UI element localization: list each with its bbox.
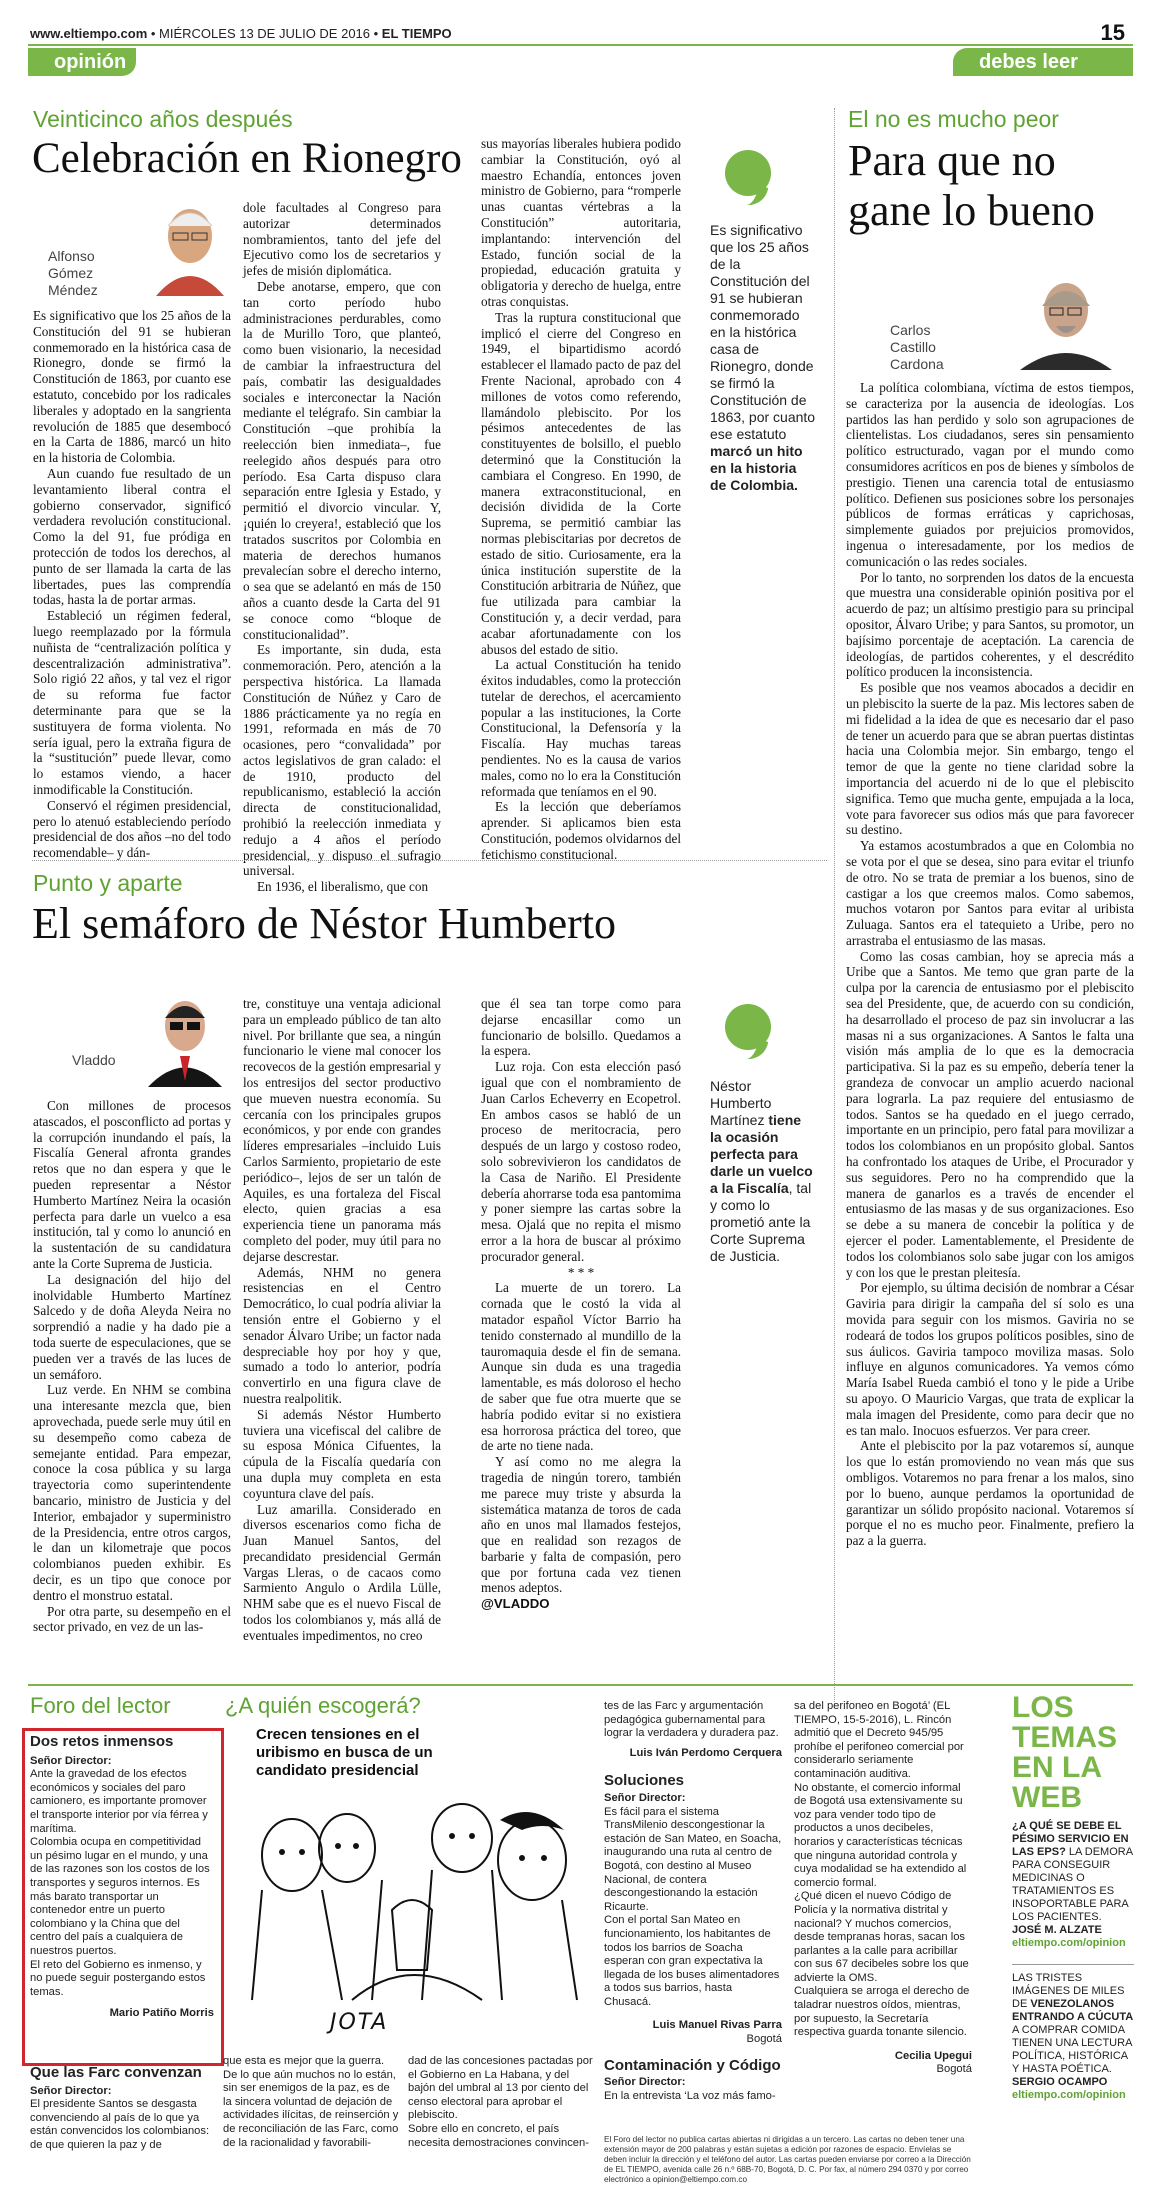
paragraph: Es fácil para el sistema TransMilenio descongestionar la estación de San Mateo, en Soacha, inaugurando una ruta al centro de Bogotá, con destino al Museo Nacional, de contera descongestionando la estación Ricaurte.: [604, 1805, 782, 1913]
temas-item-author: JOSÉ M. ALZATE: [1012, 1924, 1102, 1936]
paragraph: Es importante, sin duda, esta conmemoración. Pero, atención a la perspectiva histórica. La llamada Constitución de Núñez y Caro de 1886 prácticamente ya no regía en 1991, reformada en más de 70 ocasiones, pero “convalidada” por actos legislativos de gran calado: el de 1910, producto del republicanismo, estableció la acción directa de constitucionalidad, prohibió la reelección inmediata y redujo a 4 años el período presidencial, y dispuso el sufragio universal.: [243, 642, 441, 879]
paragraph: Con millones de procesos atascados, el posconflicto ad portas y la corrupción inundando el país, la Fiscalía General afronta grandes retos que no dan espera y que le pueden representar a Néstor Humberto Martínez Neira la ocasión perfecta para darle un vuelco a esa institución, tal y como lo anunció en la sustentación de su candidatura ante la Corte Suprema de Justicia.: [33, 1098, 231, 1271]
article1-author: [48, 248, 98, 299]
paragraph: Ya estamos acostumbrados a que en Colombia no se vota por el que se desea, sino para evitar el triunfo de otro. No se trata de premiar a los buenos, sino de castigar a los que creemos malos. Como sabemos, muchos votaron por Santos para evitar al uribista Zuluaga. Santos era el tatequieto a Uribe, pero no arrastraba el entusiasmo de las masas.: [846, 838, 1134, 948]
temas-item-link[interactable]: eltiempo.com/opinion: [1012, 1937, 1126, 1949]
paragraph: Tras la ruptura constitucional que implicó el cierre del Congreso en 1949, el bipartidismo acordó establecer el llamado pacto de paz del Frente Nacional, aprobado con 4 millones de votos como referendo, llamándolo plebiscito. Por los pésimos antecedentes de las constituyentes de bolsillo, el pueblo determinó que la Constitución la cambiara el Congreso. En 1990, de manera extraconstitucional, en decisión dividida de la Corte Suprema, se permitió cambiar las normas plebiscitarias por decretos de estado de sitio. Curiosamente, era la única institución superstite de la Constitución arbitraria de Núñez, que fue utilizada para cambiar la Constitución y, a decir verdad, para acabar afortunadamente con los abusos del estado de sitio.: [481, 309, 681, 657]
letter1-title: Dos retos inmensos: [30, 1733, 174, 1750]
cartoon-signature: JOTA: [330, 2010, 389, 2035]
paragraph: Debe anotarse, empero, que con tan corto período hubo administraciones perdurables, como la de Murillo Toro, que planteó, como buen visionario, la necesidad de cambiar la infraestructura del país, combatir las desigualdades sociales e interconectar la Nación mediante el telégrafo. Sin cambiar la Constitución –que prohibía la reelección bien inmediata–, fue reelegido años después para otro período. Esa Carta dispuso clara separación entre Iglesia y Estado, y permitió el divorcio vincular. Y, ¡quién lo creyera!, estableció que los tratados suscritos por Colombia en materia de derechos humanos prevalecían sobre el derecho interno, o sea que se adelantó en más de 150 años a cuanto desde la Carta del 91 se conoce como “bloque de constitucionalidad”.: [243, 278, 441, 642]
article3-kicker: Punto y aparte: [33, 870, 183, 896]
letter2: [30, 2066, 220, 2153]
paragraph: sus mayorías liberales hubiera podido cambiar la Constitución, oyó al maestro Echandía, entonces joven ministro de Gobierno, para “romperle unas cuantas vértebras a la Constitución” autoritaria, implantando: intervención del Estado, función social de la propiedad, educación gratuita y obligatoria y derecho de huelga, entre otras conquistas.: [481, 136, 681, 309]
title-line: gane lo bueno: [848, 186, 1095, 235]
paragraph: Aun cuando fue resultado de un levantamiento liberal contra el gobierno conservador, significó verdadera revolución constitucional. Como la del 91, fue pródiga en protección de todos los derechos, al punto de ser llamada la carta de las libertades, pues las comprendía todas, hasta la de portar armas.: [33, 465, 231, 608]
site-url[interactable]: www.eltiempo.com: [30, 26, 148, 41]
quote-mark-icon: [725, 150, 771, 196]
temas-title-line: LOS: [1012, 1691, 1074, 1724]
paragraph: Si además Néstor Humberto tuviera una vicefiscal del calibre de su esposa Mónica Cifuentes, la cúpula de la Fiscalía quedaría con una dupla muy completa en esta coyuntura clave del país.: [243, 1406, 441, 1501]
paragraph: La política colombiana, víctima de estos tiempos, se caracteriza por la ausencia de ideologías. Los partidos las han perdido y solo son agrupaciones de clientelistas. Los ciudadanos, seres sin pensamiento político estructurado, vagan por el mundo como consumidores acríticos en pos de bienes y símbolos de prestigio. Tienen una carencia total de entusiasmo político. Defienen sus posiciones sobre los personajes públicos de formas erráticas y caprichosas, simplemente guiados por prejuicios promovidos, ingenua o interesadamente, por los medios de comunicación o las redes sociales.: [846, 380, 1134, 569]
paragraph: sa del perifoneo en Bogotá’ (EL TIEMPO, 15-5-2016), L. Rincón admitió que el Decreto 945/95 prohíbe el perifoneo comercial por considerarlo seriamente contaminación auditiva.: [794, 1700, 964, 1780]
paragraph: En la entrevista ‘La voz más famo-: [604, 2089, 776, 2102]
paragraph: El presidente Santos se desgasta convenciendo al país de lo que ya están convencidos los colombianos: de que quieren la paz y de: [30, 2098, 210, 2151]
temas-item-text: LAS TRISTES IMÁGENES DE MILES DE: [1012, 1972, 1125, 2010]
temas-item-text: A COMPRAR COMIDA TIENEN UNA LECTURA POLÍTICA, HISTÓRICA Y HASTA POÉTICA.: [1012, 2024, 1132, 2075]
paragraph: Como las cosas cambian, hoy se aprecia más a Uribe que a Santos. Me temo que gran parte de la culpa por la carencia de entusiasmo por el plebiscito sea del Presidente, que, de acuerdo con su condición, ha desarrollado el proceso de paz sin involucrar a las masas ni a sus organizaciones. A Santos le falta una visión más amplia de lo que es la democracia participativa. Si la paz es su empeño, debería tener la grandeza de convocar un amplio acuerdo nacional para lograrla. La paz requiere del entusiasmo de todos. Santos se ha quedado en el juego cerrado, importante en un principio, pero fatal para movilizar a todos los colombianos en un propósito global. Santos ha confrontado los ataques de Uribe, el Procurador y sus seguidores. Pero no ha comprendido que la manera de ganarlos es a través de encender el entusiasmo de las masas y de sus organizaciones. Eso se debe a su manera de concebir la política y de ejercer el poder. Lamentablemente, el Presidente de todos los colombianos solo sabe jugar con los amigos y con los que le prestan pleitesía.: [846, 948, 1134, 1280]
article3-col3: [481, 996, 681, 1612]
letters-column: [604, 1700, 782, 2103]
debes-leer-label: debes leer: [979, 51, 1078, 73]
article1-col1: [33, 308, 231, 861]
author-last: Cardona: [890, 356, 944, 372]
signature-place: Bogotá: [746, 2033, 782, 2046]
paragraph: Por lo tanto, no sorprenden los datos de la encuesta que muestra una considerable opinión positiva por el acuerdo de paz; un altísimo prestigio para su principal opositor, Álvaro Uribe; y para Santos, su promotor, un bajísimo porcentaje de aceptación. La carencia de ideologías, de partidos coherentes, y el descrédito político producen la inconsistencia.: [846, 569, 1134, 680]
paragraph: El reto del Gobierno es inmenso, y no puede seguir postergando estos temas.: [30, 1958, 206, 1998]
article3-col1: [33, 1098, 231, 1635]
column-divider: [834, 108, 835, 1708]
paragraph: Ante el plebiscito por la paz votaremos sí, aunque los que lo están promoviendo no vean más que sus ombligos. Votaremos no para frenar a los malos, sino por lo bueno, aunque perdamos la oportunidad de garantizar un sólido propósito nacional. Votaremos sí porque el no es mucho peor. Finalmente, prefiero la paz a la guerra.: [846, 1438, 1134, 1549]
paragraph: que esta es mejor que la guerra. De lo que aún muchos no lo están, sin ser enemigos de la paz, es de la sincera voluntad de dejación de actividades ilícitas, de reinserción y de reconciliación de las Farc, como de la racionalidad y favorabili-: [223, 2055, 399, 2149]
paragraph: No obstante, el comercio informal de Bogotá usa extensivamente su voz para vender todo tipo de productos a unos decibeles, horarios y características técnicas que ninguna autoridad controla y cuya modalidad se ha extendido al comercio formal.: [794, 1781, 967, 1889]
letter2-continued-2: [408, 2055, 593, 2150]
author-last: Méndez: [48, 282, 98, 298]
author-photo: [1010, 266, 1116, 370]
salutation: Señor Director:: [604, 2076, 686, 2089]
paragraph: Estableció un régimen federal, luego reemplazado por la fórmula nuñista de “centralización política y descentralización administrativa”. Solo rigió 22 años, y tal vez el rigor de su reforma fue factor determinante para que se la sustituyera de forma violenta. No sería igual, pero la extraña figura de la “sustitución” puede llevar, como lo estamos viendo, a hacer inmodificable la Constitución.: [33, 608, 231, 797]
separator: * * *: [567, 1264, 595, 1280]
paragraph: Luz roja. Con esta elección pasó igual que con el nombramiento de Juan Carlos Echeverry en Ecopetrol. En ambos casos se habló de un proceso de meritocracia, pero después de un largo y costoso rodeo, solo sobrevivieron los candidatos de la Casa de Nariño. El Presidente debería ahorrarse toda esa pantomima y poner siempre las cartas sobre la mesa. Ojalá que no repita el mismo error a la hora de buscar al próximo procurador general.: [481, 1059, 681, 1264]
temas-item-text: LA DEMORA PARA CONSEGUIR MEDICINAS O TRATAMIENTOS ES INSOPORTABLE PARA LOS PACIENTES.: [1012, 1846, 1133, 1923]
cartoon-kicker: ¿A quién escogerá?: [225, 1693, 421, 1718]
letter2-title: Que las Farc convenzan: [30, 2064, 202, 2081]
issue-date: • MIÉRCOLES 13 DE JULIO DE 2016 •: [147, 26, 382, 41]
paragraph: Colombia ocupa en competitividad un pésimo lugar en el mundo, y una de las razones son los costos de los transportes y seguros internos. Es más barato transportar un contenedor entre un puerto colombiano y la China que del centro del país a cualquiera de nuestros puertos.: [30, 1836, 210, 1957]
pullquote-text: Es significativo que los 25 años de la Constitución del 91 se hubieran conmemorado en la histórica casa de Rionegro, donde se firmó la Constitución de 1863, por cuanto ese estatuto: [710, 222, 816, 442]
article2-kicker: El no es mucho peor: [848, 106, 1059, 132]
article3-title: El semáforo de Néstor Humberto: [32, 899, 617, 948]
article1-kicker: Veinticinco años después: [33, 106, 293, 132]
temas-title: [1012, 1693, 1137, 1813]
pullquote-text: , tal y como lo prometió ante la Corte Suprema de Justicia.: [710, 1180, 812, 1264]
pullquote-bold: marcó un hito en la historia de Colombia.: [710, 443, 803, 493]
article1-col3: [481, 136, 681, 863]
article2-title: [848, 136, 1095, 236]
temas-item-1[interactable]: [1012, 1820, 1134, 1950]
letter-title: Soluciones: [604, 1772, 685, 1790]
paragraph: Además, NHM no genera resistencias en el Centro Democrático, lo cual podría aliviar la tensión entre el Gobierno y el senador Álvaro Uribe; un factor nada despreciable hoy por hoy y que, sumado a todo lo anterior, podría convertirlo en una figura clave de nuestra realpolitik.: [243, 1264, 441, 1406]
paragraph: Luz amarilla. Considerado en diversos escenarios como ficha de Juan Manuel Santos, del precandidato presidencial Germán Vargas Lleras, o de cacaos como Sarmiento Angulo o Ardila Lülle, NHM sabe que es el nuevo Fiscal de todos los colombianos y, más allá de eventuales impedimentos, no creo: [243, 1501, 441, 1643]
signature: Luis Manuel Rivas Parra: [652, 2019, 782, 2032]
foro-footnote: El Foro del lector no publica cartas abiertas ni dirigidas a un tercero. Las cartas no deben tener una extensión mayor de 200 palabras y están sujetas a edición por razones de espacio. Envíelas se deben incluir la dirección y el teléfono del autor. Las cartas pueden enviarse por correo a la Dirección de EL TIEMPO, avenida calle 26 n.º 68B-70, Bogotá, D. C. Por fax, al número 294 0370 y por correo electrónico a opinion@eltiempo.com.co: [604, 2135, 971, 2184]
paper-name: EL TIEMPO: [381, 26, 452, 41]
author-photo-image: [1010, 266, 1116, 370]
section-divider: [32, 860, 827, 861]
bottom-rule: [28, 1684, 1133, 1686]
letters-column-right: [794, 1700, 972, 2077]
title-line: Para que no: [848, 136, 1056, 185]
author-mid: Castillo: [890, 339, 936, 355]
article1-pullquote: [710, 222, 816, 494]
paragraph: La muerte de un torero. La cornada que le costó la vida al matador español Víctor Barrio ha tenido consternado al mundillo de la tauromaquia desde el fin de semana. Aunque sin duda es una tragedia lamentable, es más doloroso el hecho de saber que fue otra muerte que se habría podido evitar si no existiera esa horrorosa práctica del toreo, que de arte no tiene nada.: [481, 1280, 681, 1454]
article1-title: Celebración en Rionegro: [32, 135, 462, 182]
paragraph: Por otra parte, su desempeño en el sector privado, en vez de un las-: [33, 1603, 231, 1635]
paragraph: tes de las Farc y argumentación pedagógica gubernamental para lograr la verdadera y duradera paz.: [604, 1700, 779, 1740]
paragraph: Por ejemplo, su última decisión de nombrar a César Gaviria para dirigir la campaña del sí solo es una movida para seguir con los mismos. Gaviria no se rodeará de todos los grupos políticos posibles, sino de sus áulicos. Gaviria tampoco moviliza masas. Solo influye en algunos comunicadores. Ya vemos cómo María Isabel Rueda cambió el tono y le pide a Uribe su apoyo. O Mauricio Vargas, que trata de explicar la mala imagen del Presidente, como para decir que no es tan malo. Inocuos esfuerzos. Ver para creer.: [846, 1280, 1134, 1438]
letter1: [30, 1735, 214, 2021]
temas-item-author: SERGIO OCAMPO: [1012, 2076, 1108, 2088]
section-label: opinión: [54, 51, 127, 73]
article3-col2: [243, 996, 441, 1644]
article3-author: Vladdo: [72, 1052, 116, 1068]
paragraph: Conservó el régimen presidencial, pero lo atenuó estableciendo período presidencial de dos años –no del todo recomendable– y dán-: [33, 797, 231, 861]
paragraph: Luz verde. En NHM se combina una interesante mezcla que, bien aprovechada, puede serle muy útil en su desempeño como cabeza de semejante entidad. Para empezar, conoce la cosa pública y su larga trayectoria como superintendente bancario, ministro de Justicia y del Interior, embajador y superministro de la Presidencia, entre otros cargos, le dan un kilometraje que pocos colombianos pueden exhibir. Es decir, es un tipo que conoce por dentro el monstruo estatal.: [33, 1382, 231, 1603]
article2-author: [890, 322, 944, 373]
paragraph: La designación del hijo del inolvidable Humberto Martínez Salcedo y de doña Aleyda Neira no sorprendió a nadie y ha dado pie a toda suerte de especulaciones, que se pueden ver a través de las luces de un semáforo.: [33, 1271, 231, 1382]
temas-title-line: TEMAS: [1012, 1721, 1117, 1754]
twitter-handle[interactable]: @VLADDO: [481, 1596, 550, 1612]
paragraph: Sobre ello en concreto, el país necesita demostraciones convincen-: [408, 2122, 589, 2149]
paragraph: En 1936, el liberalismo, que con: [257, 879, 429, 895]
paragraph: Ante la gravedad de los efectos económicos y sociales del paro camionero, es importante promover el transporte interior por vía férrea y marítima.: [30, 1768, 208, 1835]
article2-body: [846, 380, 1134, 1549]
masthead-line: [30, 26, 452, 41]
paragraph: dad de las concesiones pactadas por el Gobierno en La Habana, y del bajón del umbral al 13 por ciento del censo electoral para aprobar el plebiscito.: [408, 2055, 593, 2122]
salutation: Señor Director:: [30, 1754, 112, 1767]
author-photo: [140, 986, 230, 1087]
signature: Cecilia Upegui: [894, 2049, 972, 2062]
signature: Mario Patiño Morris: [109, 2007, 214, 2020]
foro-title: Foro del lector: [30, 1693, 171, 1718]
author-photo-image: [140, 986, 230, 1087]
signature-place: Bogotá: [936, 2063, 972, 2076]
paragraph: Y así como no me alegra la tragedia de ningún torero, también me parece muy triste y absurda la sistemática matanza de toros de cada año en unos mal llamados festejos, que en realidad son rezagos de barbarie y falta de compasión, pero que por fortuna cada vez tienen menos adeptos.: [481, 1454, 681, 1596]
paragraph: Con el portal San Mateo en funcionamiento, los habitantes de todos los barrios de Soacha esperan con gran expectativa la llegada de los buses alimentadores a todos sus barrios, hasta Chusacá.: [604, 1914, 780, 2008]
signature: Luis Iván Perdomo Cerquera: [629, 1746, 782, 1759]
paragraph: Es significativo que los 25 años de la Constitución del 91 se hubieran conmemorado en la histórica casa de Rionegro, donde se firmó la Constitución de 1863, por cuanto ese estatuto, concebido por los radicales liberales y adoptado en la sangrienta revolución de 1885 que desembocó en la Carta de 1886, marcó un hito en la historia de Colombia.: [33, 308, 231, 466]
salutation: Señor Director:: [30, 2084, 112, 2097]
article3-pullquote: [710, 1078, 816, 1265]
temas-title-line: EN LA: [1012, 1751, 1102, 1784]
letter2-continued: [223, 2055, 401, 2150]
paragraph: Es la lección que deberíamos aprender. Si aplicamos bien esta Constitución, podemos olvidarnos del fetichismo constitucional.: [481, 799, 681, 862]
paragraph: La actual Constitución ha tenido éxitos indudables, como la protección tutelar de derechos, el acercamiento popular a las instituciones, la Corte Constitucional, la Defensoría y la Fiscalía. Hay muchas tareas pendientes. No es la causa de varios males, como no lo era la Constitución reformada que teníamos en el 90.: [481, 657, 681, 799]
temas-divider: [1012, 1964, 1134, 1965]
page-number: 15: [1100, 20, 1125, 45]
debes-leer-tab: [953, 48, 1133, 76]
article1-col2: [243, 200, 441, 895]
cartoon-drawing: [232, 1800, 597, 2045]
temas-title-line: WEB: [1012, 1781, 1082, 1814]
temas-item-headline: ¿A QUÉ SE DEBE EL PÉSIMO SERVICIO EN LAS EPS?: [1012, 1820, 1129, 1858]
paragraph: Es posible que nos veamos abocados a decidir en un plebiscito la suerte de la paz. Mis lectores saben de mi fidelidad a la idea de que es necesario dar el paso de tener un acuerdo para que se abran puertas distintas hacia una Colombia mejor. Sin embargo, tengo el temor de que la gente no tiene claridad sobre la importancia del acuerdo ni de lo que el plebiscito significa. Temo que mucha gente, empujada a la loca, vote para favorecer sus odios más que para favorecer su destino.: [846, 680, 1134, 838]
paragraph: tre, constituye una ventaja adicional para un empleado público de tan alto nivel. Por brillante que sea, a ningún funcionario le viene mal conocer los recovecos de la gestión empresarial y los entresijos del sector productivo que mueven nuestra economía. Su cercanía con los principales grupos económicos, y por ende con grandes líderes empresariales –incluido Luis Carlos Sarmiento, propietario de este periódico–, lejos de ser un talón de Aquiles, es una fortaleza del Fiscal electo, quien gracias a esa experiencia tiene un panorama más completo del poder, muy útil para no dejarse descrestar.: [243, 996, 441, 1264]
author-first: Alfonso: [48, 248, 95, 264]
author-photo: [148, 196, 230, 296]
cartoon-image: [232, 1800, 597, 2045]
author-first: Carlos: [890, 322, 931, 338]
paragraph: que él sea tan torpe como para dejarse encasillar como un funcionario de bolsillo. Quedamos a la espera.: [481, 996, 681, 1059]
section-tab: [28, 48, 136, 76]
letter-title: Contaminación y Código: [604, 2056, 781, 2074]
header-rule: [28, 44, 1133, 46]
paragraph: ¿Qué dicen el nuevo Código de Policía y la normativa distrital y nacional? Y muchos comercios, desde tempranas horas, sacan los parlantes a la calle para acribillar con sus 67 decibeles sobre los que advierte la OMS.: [794, 1890, 969, 1984]
pullquote-text: Néstor Humberto Martínez: [710, 1078, 772, 1128]
temas-item-2[interactable]: [1012, 1972, 1134, 2102]
pullquote-bold: tiene la ocasión perfecta para darle un vuelco a la Fiscalía: [710, 1112, 813, 1196]
temas-item-link[interactable]: eltiempo.com/opinion: [1012, 2089, 1126, 2101]
temas-item-headline: VENEZOLANOS ENTRANDO A CÚCUTA: [1012, 1998, 1134, 2023]
author-mid: Gómez: [48, 265, 94, 281]
cartoon-caption: Crecen tensiones en el uribismo en busca de un candidato presidencial: [256, 1726, 433, 1779]
salutation: Señor Director:: [604, 1791, 686, 1804]
paragraph: dole facultades al Congreso para autorizar determinados nombramientos, tanto del jefe del Ejecutivo como los de secretarios y jefes de misión diplomática.: [243, 200, 441, 279]
quote-mark-icon: [725, 1004, 771, 1050]
author-photo-image: [148, 196, 230, 296]
paragraph: Cualquiera se arroga el derecho de taladrar nuestros oídos, mientras, por supuesto, la Secretaría respectiva guarda tonante silencio.: [794, 1985, 970, 2039]
